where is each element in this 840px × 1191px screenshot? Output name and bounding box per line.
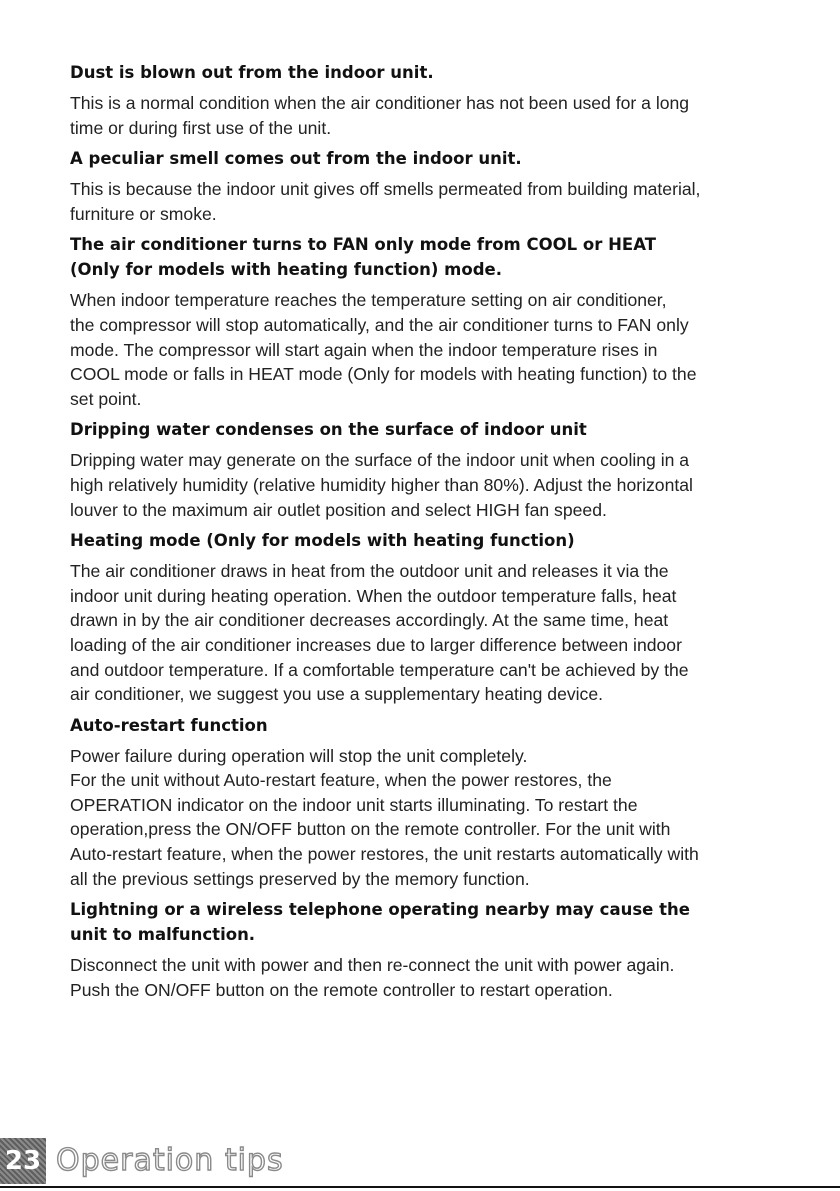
- section-fan-mode: [70, 232, 790, 411]
- section-smell: [70, 146, 790, 226]
- section-body: This is a normal condition when the air conditioner has not been used for a long time or during first use of the unit.: [70, 93, 690, 138]
- footer-section-title: Operation tips: [56, 1143, 284, 1178]
- section-heading: A peculiar smell comes out from the indoor unit.: [70, 149, 522, 169]
- section-dripping-water: [70, 417, 790, 522]
- section-body: Power failure during operation will stop the unit completely. For the unit without Auto-restart feature, when the power restores, the OPERATION indicator on the indoor unit starts illuminating. To restart the operation,press the ON/OFF button on the remote controller. For the unit with Auto-restart feature, when the power restores, the unit restarts automatically with all the previous settings preserved by the memory function.: [70, 745, 699, 889]
- section-heating-mode: [70, 528, 790, 707]
- section-body: Disconnect the unit with power and then re-connect the unit with power again. Push the ON/OFF button on the remote controller to restart operation.: [70, 955, 675, 1000]
- section-heading: Dripping water condenses on the surface of indoor unit: [70, 420, 587, 440]
- page-footer: [0, 1138, 840, 1191]
- section-heading: Auto-restart function: [70, 715, 268, 735]
- section-lightning: [70, 897, 790, 1002]
- footer-divider: [0, 1186, 840, 1188]
- section-auto-restart: [70, 713, 790, 892]
- section-body: The air conditioner draws in heat from the outdoor unit and releases it via the indoor unit during heating operation. When the outdoor temperature falls, heat drawn in by the air conditioner decreases accordingly. At the same time, heat loading of the air conditioner increases due to larger difference between indoor and outdoor temperature. If a comfortable temperature can't be achieved by the air conditioner, we suggest you use a supplementary heating device.: [70, 561, 689, 705]
- section-body: When indoor temperature reaches the temperature setting on air conditioner, the compressor will stop automatically, and the air conditioner turns to FAN only mode. The compressor will start again when the indoor temperature rises in COOL mode or falls in HEAT mode (Only for models with heating function) to the set point.: [70, 290, 697, 409]
- section-body: This is because the indoor unit gives off smells permeated from building material, furniture or smoke.: [70, 179, 701, 224]
- page-content: [70, 60, 790, 1008]
- section-heading: Lightning or a wireless telephone operating nearby may cause the unit to malfunction.: [70, 900, 690, 945]
- section-heading: Dust is blown out from the indoor unit.: [70, 63, 434, 82]
- section-body: Dripping water may generate on the surface of the indoor unit when cooling in a high relatively humidity (relative humidity higher than 80%). Adjust the horizontal louver to the maximum air outlet position and select HIGH fan speed.: [70, 450, 693, 520]
- section-heading: The air conditioner turns to FAN only mode from COOL or HEAT (Only for models with heating function) mode.: [70, 235, 656, 280]
- section-dust: [70, 60, 790, 140]
- section-heading: Heating mode (Only for models with heating function): [70, 531, 575, 551]
- page-number-badge: 23: [0, 1138, 46, 1184]
